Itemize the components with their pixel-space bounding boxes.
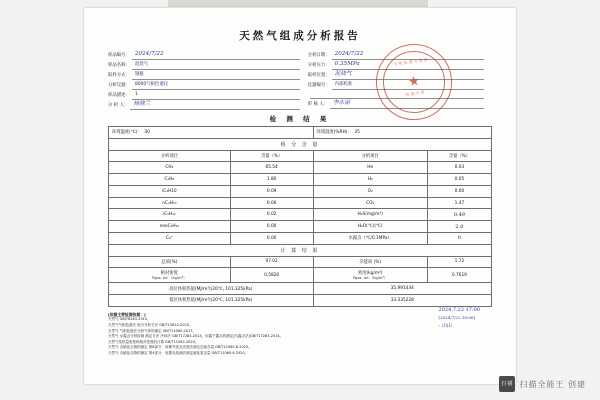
gas-value: 0.02 [230,209,313,221]
table-header-row [109,150,492,162]
meta-label: 分析仪器： [108,83,130,88]
note-item: 天然气 GB/T6283-2010。 [108,317,151,322]
gas-name: iC₅H₁₂ [109,209,231,221]
meta-label: 样品名称： [108,63,130,68]
gas-value-handwritten: 0 [427,233,491,245]
note-item: 天然气 含硫化合物的测定 第4部分：用激光检测法测定硫化氢含量 GB/T11060.9-2020。 [108,350,249,355]
meta-label: 取样方式： [108,73,130,78]
document-body [108,28,492,356]
gas-name: 水露点（℃/0.1MPa） [313,233,427,245]
column-header-value-left: 含量（%） [230,150,313,162]
table-row [109,283,492,295]
calc-band-row [109,244,492,256]
meta-value: 内部校准 [332,80,484,90]
meta-row [108,80,308,90]
page-title: 天然气组成分析报告 [239,30,361,42]
calc-label: 杂能质 (%) [313,256,427,268]
star-icon: ★ [407,73,421,91]
table-row [109,268,492,283]
calc-value: 1.72 [427,256,491,268]
column-header-item-right: 分析项目 [313,150,427,162]
camscanner-logo-icon: 扫描 [499,376,515,392]
calc-label-main: 密度(kg/m³) [357,270,383,276]
temperature-cell [109,127,314,139]
calc-section-header: 计 算 结 果 [109,244,492,256]
column-header-item-left: 分析项目 [109,150,231,162]
reviewer-signature: 李永丽 [330,99,484,109]
meta-row [108,90,308,100]
gas-value: 0.09 [230,185,313,197]
gas-name: CO₂ [313,197,427,209]
meta-row [308,70,492,80]
signature-date: 2024.7.22 17:00 [438,307,480,313]
metadata-block [108,50,492,110]
signature-name: - 山山 [438,323,452,329]
meta-label: 仪器编号： [307,83,330,88]
table-row [109,233,492,245]
note-item: 天然气 水露点分析检测 测定方法 冷却法 GB/T17283-2014，用露干露点的测定法(露点法)GB/T17283-2014。 [108,334,284,339]
calc-value-low-heat: 33.335228 [313,294,491,306]
gas-value: 0.05 [427,174,491,186]
gas-name: H₂S(mg/m³) [313,209,427,221]
calc-value: 0.7619 [427,268,491,283]
meta-label: 取样位置： [307,73,330,78]
gas-name: iC₄H10 [109,185,231,197]
meta-label: 样品编号： [108,53,130,58]
note-item: 天然气 含硫化合物的测定 第8部分：用紫外荧光光度法测定总硫含量 GB/T11060.8-2020。 [108,345,252,350]
meta-row [108,70,308,80]
meta-value: 2024/7/22 [332,50,484,60]
meta-value: 1 [132,90,300,100]
gas-value: 1.80 [230,174,313,186]
meta-label: 分析日期： [307,53,330,58]
meta-value: 2024/7/22 [132,50,300,60]
meta-value: 钢瓶 [132,70,300,80]
meta-row [308,50,492,60]
humidity-label: 环境湿度(%RH)： [316,130,352,136]
notes-title: [依据主要检测依据：] [108,311,146,317]
table-row [109,294,492,306]
table-row [109,197,492,209]
gas-value: 65.54 [230,162,313,174]
watermark-text: 扫描全能王 创建 [519,379,586,389]
analyst-signature: 杨晓兰 [130,100,299,110]
humidity-cell [313,127,491,139]
meta-value: 0.35MPa [332,60,484,70]
temperature-value: 30 [144,130,150,136]
meta-row [308,60,492,70]
conditions-row [109,127,492,139]
gas-name: H₂ [313,174,427,186]
gas-value: 0.00 [427,185,491,197]
table-row [109,221,492,233]
handwritten-signature-block [439,306,480,330]
gas-band-row [109,138,492,150]
table-row [109,209,492,221]
table-row [109,185,492,197]
meta-label: 分 析 人： [108,103,129,108]
calc-label-high-heat: 高位体积热值(MJ/m³)(20℃, 101.325kPa) [109,283,314,295]
meta-value: 8000气相色谱仪 [132,80,300,90]
table-row [109,174,492,186]
meta-label: 样品描述： [108,93,130,98]
results-table [108,126,492,307]
metadata-right-column [308,50,492,110]
gas-name: He [313,162,427,174]
calc-value: 97.02 [230,256,313,268]
meta-label: 审 核 人： [307,102,329,107]
meta-row [108,100,308,110]
meta-row [308,99,492,109]
note-item: 天然气 气相色谱法分析气体的测定 GB/T11060-2017。 [108,328,196,333]
note-item: 天然气发热量密度和相对密度的计算 GB/T11062-2020。 [108,339,199,344]
gas-name: CH₄ [109,162,231,174]
gas-value: 0.00 [230,233,313,245]
scanner-watermark [499,376,586,392]
meta-row [308,80,492,90]
temperature-label: 环境温度(℃)： [112,130,142,136]
results-section-header: 检 测 结 果 [269,115,331,123]
calc-value-high-heat: 35.991434 [313,283,491,295]
gas-name: C₂H₆ [109,174,231,186]
calc-label-density [313,268,427,283]
meta-label: 分析压力： [307,63,330,68]
calc-label-sub: Pgas. mt.（kg/m³） [352,275,388,280]
table-row [109,162,492,174]
meta-row [308,90,492,99]
calc-value: 0.5826 [230,268,313,283]
gas-section-header: 组 分 含 量 [109,138,492,150]
meta-row [108,60,308,70]
meta-value: 混烧气 [132,60,300,70]
note-item: 天然气气相色谱法 组分分析方法 GB/T13610-2020。 [108,322,193,327]
meta-value: 混烧气 [332,70,484,80]
gas-name: H₂O(℃)(℃) [313,221,427,233]
calc-label: 总质(%) [109,256,231,268]
scanned-document-page [84,8,516,384]
gas-name: nC₄H₁₀ [109,197,231,209]
gas-name: C₆⁺ [109,233,231,245]
calc-label-low-heat: 低位体积热值(MJ/m³)(20℃, 101.325kPa) [109,294,314,306]
gas-name: O₂ [313,185,427,197]
signature-time-note: [2024/7/22 18:06] [438,315,475,320]
humidity-value: 35 [354,130,360,136]
meta-value [310,90,484,99]
gas-value: 0.00 [230,221,313,233]
gas-value: 0.00 [230,197,313,209]
column-header-value-right: 含量（%） [427,150,491,162]
metadata-left-column [108,50,308,110]
gas-name: neoC₅H₁₂ [109,221,231,233]
stamp-top-text: 分析检测专用章 [393,56,429,67]
gas-value-handwritten: 2.0 [427,221,491,233]
calc-label-main: 相对密度 [160,270,178,276]
table-row [109,256,492,268]
stamp-bottom-text: 检测专用 [405,89,426,98]
calc-label-density-rel [109,268,231,283]
calc-label-sub: Pgas. mt.（kg/m³） [152,275,187,280]
window-top-bar [168,0,428,7]
gas-value: 0.03 [427,162,491,174]
gas-value-handwritten: 0.49 [427,209,491,221]
notes-block [108,312,492,357]
gas-value: 1.47 [427,197,491,209]
meta-row [108,50,308,60]
